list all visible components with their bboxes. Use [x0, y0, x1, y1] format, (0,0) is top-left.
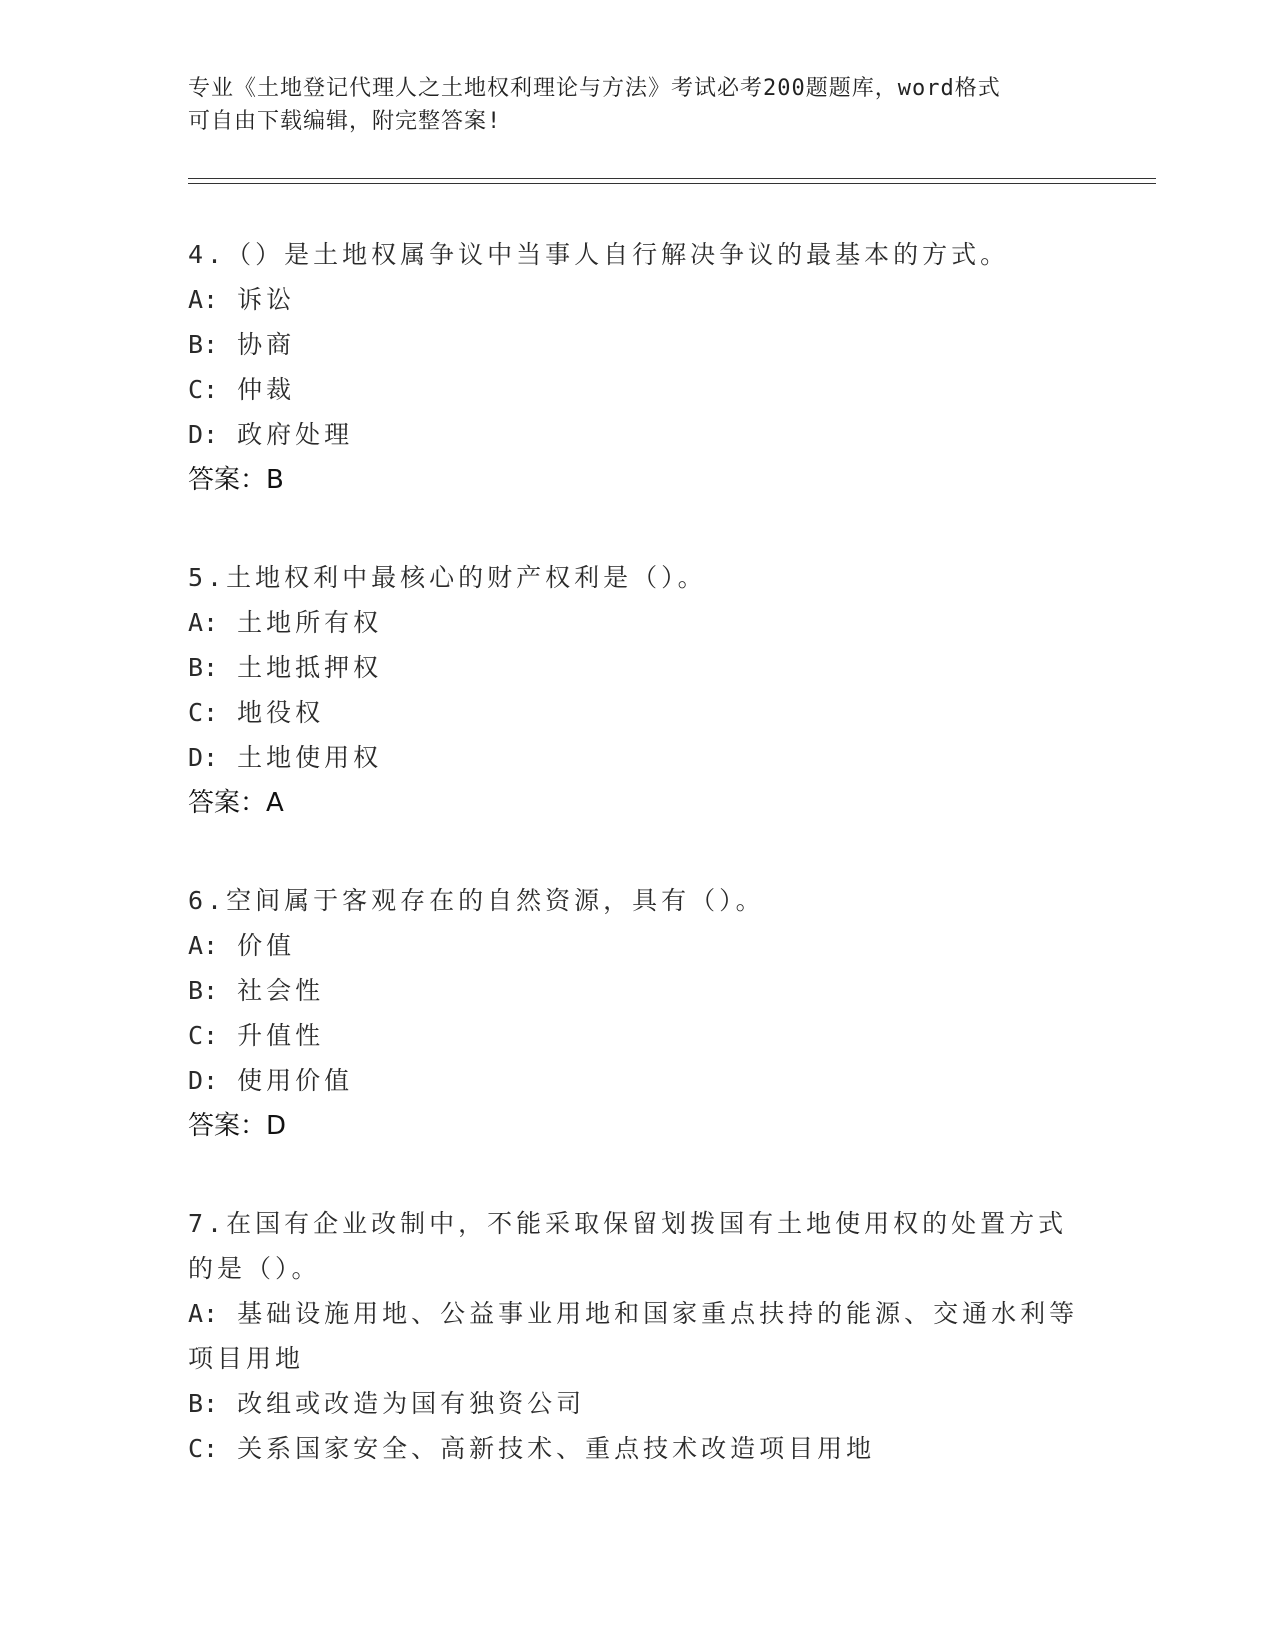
question-6: [188, 878, 1088, 1149]
question-list: [188, 232, 1088, 1523]
answer-label: 答案：: [188, 788, 267, 818]
question-number: 4.: [188, 240, 227, 269]
question-4: [188, 232, 1088, 503]
answer-value: B: [266, 465, 284, 495]
header-line-2: 可自由下载编辑，附完整答案!: [188, 109, 502, 134]
option-letter: C:: [188, 1021, 219, 1050]
option-text: 基础设施用地、公益事业用地和国家重点扶持的能源、交通水利等: [237, 1299, 1079, 1328]
option-letter: D:: [188, 743, 219, 772]
option-c: [188, 367, 1088, 412]
option-a: [188, 600, 1088, 645]
document-header: [188, 72, 1088, 138]
option-letter: B:: [188, 976, 219, 1005]
option-letter: A:: [188, 931, 219, 960]
option-a: [188, 923, 1088, 968]
header-line-1: 专业《土地登记代理人之土地权利理论与方法》考试必考200题题库，word格式: [188, 76, 1001, 101]
question-5: [188, 555, 1088, 826]
option-a-continued: 项目用地: [188, 1344, 305, 1373]
option-letter: B:: [188, 653, 219, 682]
question-text: [188, 232, 1088, 277]
option-text: 诉讼: [237, 285, 296, 314]
question-text-continued: 的是（）。: [188, 1254, 321, 1283]
option-letter: C:: [188, 375, 219, 404]
answer-value: D: [266, 1111, 287, 1141]
option-letter: A:: [188, 285, 219, 314]
option-text: 政府处理: [237, 420, 354, 449]
header-divider-top: [188, 178, 1156, 179]
option-b: [188, 1381, 1088, 1426]
header-divider-bottom: [188, 183, 1156, 184]
question-stem: （）是土地权属争议中当事人自行解决争议的最基本的方式。: [226, 240, 1010, 269]
question-text: [188, 878, 1088, 923]
answer-line: [188, 1103, 1088, 1149]
option-b: [188, 645, 1088, 690]
option-text: 地役权: [237, 698, 325, 727]
question-stem: 土地权利中最核心的财产权利是（）。: [226, 563, 707, 592]
option-letter: D:: [188, 1066, 219, 1095]
option-letter: A:: [188, 608, 219, 637]
question-number: 5.: [188, 563, 227, 592]
question-stem: 在国有企业改制中，不能采取保留划拨国有土地使用权的处置方式: [226, 1209, 1068, 1238]
option-text: 土地所有权: [237, 608, 383, 637]
option-a: [188, 277, 1088, 322]
answer-label: 答案：: [188, 465, 267, 495]
question-stem: 空间属于客观存在的自然资源，具有（）。: [226, 886, 765, 915]
option-text: 改组或改造为国有独资公司: [237, 1389, 586, 1418]
option-letter: B:: [188, 330, 219, 359]
question-text: [188, 555, 1088, 600]
option-letter: C:: [188, 1434, 219, 1463]
question-number: 7.: [188, 1209, 227, 1238]
option-a: [188, 1291, 1088, 1336]
option-c: [188, 690, 1088, 735]
option-d: [188, 412, 1088, 457]
option-text: 价值: [237, 931, 296, 960]
option-d: [188, 1058, 1088, 1103]
option-c: [188, 1013, 1088, 1058]
option-text: 仲裁: [237, 375, 296, 404]
option-letter: C:: [188, 698, 219, 727]
question-7: [188, 1201, 1088, 1471]
option-letter: A:: [188, 1299, 219, 1328]
option-text: 土地使用权: [237, 743, 383, 772]
option-text: 关系国家安全、高新技术、重点技术改造项目用地: [237, 1434, 876, 1463]
option-text: 社会性: [237, 976, 325, 1005]
option-b: [188, 968, 1088, 1013]
option-c: [188, 1426, 1088, 1471]
answer-value: A: [266, 788, 284, 818]
option-letter: D:: [188, 420, 219, 449]
question-number: 6.: [188, 886, 227, 915]
question-text: [188, 1201, 1088, 1246]
option-text: 土地抵押权: [237, 653, 383, 682]
option-letter: B:: [188, 1389, 219, 1418]
answer-line: [188, 780, 1088, 826]
option-b: [188, 322, 1088, 367]
option-text: 协商: [237, 330, 296, 359]
option-text: 使用价值: [237, 1066, 354, 1095]
option-text: 升值性: [237, 1021, 325, 1050]
answer-line: [188, 457, 1088, 503]
answer-label: 答案：: [188, 1111, 267, 1141]
option-d: [188, 735, 1088, 780]
